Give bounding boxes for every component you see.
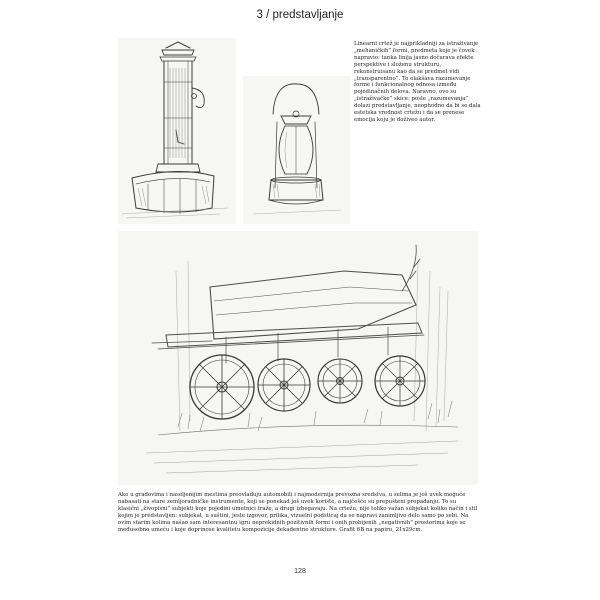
chapter-title: 3 / predstavljanje bbox=[256, 9, 344, 21]
lantern-sketch-illustration bbox=[243, 76, 350, 224]
wagon-caption: Ako u gradovima i naseljenijim mestima preovladuju automobili i najmodernija prevozna sredstva, u selima je još uvek moguće nabasati na stare zemljoradničke instrumente, koji se ponekad još uvek koriste, a najčešće su prepušteni propadanju. To su klasični „živopisni” subjekti koje pojedini umetnici traže, a drugi izbegavaju. Na crtežu, nije toliko važan subjekat koliko način i stil kojim je predstavljen: subjekat, u suštini, jeste izgovor, prilika, vizuelni podsticaj da se napravi zanimljivo delo samo po sebi. Na ovim starim kolima našao sam interesantnu igru neprekidnih pozitivnih formi i onih probijenih „negativnih” prostorima koje se međusobno umeću i koje doprinose kvalitetu kompozicije dekadentne strukture. Grafit 6B na papiru, 21x29cm. bbox=[118, 492, 478, 533]
pump-sketch-illustration bbox=[118, 38, 236, 224]
wagon-sketch-illustration bbox=[118, 231, 478, 485]
page-number: 128 bbox=[294, 568, 306, 575]
intro-paragraph: Linearni crtež je najprikladniji za istraživanje „mehaničkih” formi, predmeta koje je čovek napravio: tanka linija jasno dočarava efekte perspektive i složenu strukturu, rekonstruisanu kao da se predmet vidi „transparentno”. To olakšava razumevanje forme i funkcionalnog odnosa između pojedinačnih delova. Naravno, ovo su „istraživačke” skice: posle „razumevanja” dolazi predstavljanje, neophodno da bi se dala estetska vrednost crtežu i da se prenese emocija koju je doživeo autor. bbox=[354, 41, 481, 123]
